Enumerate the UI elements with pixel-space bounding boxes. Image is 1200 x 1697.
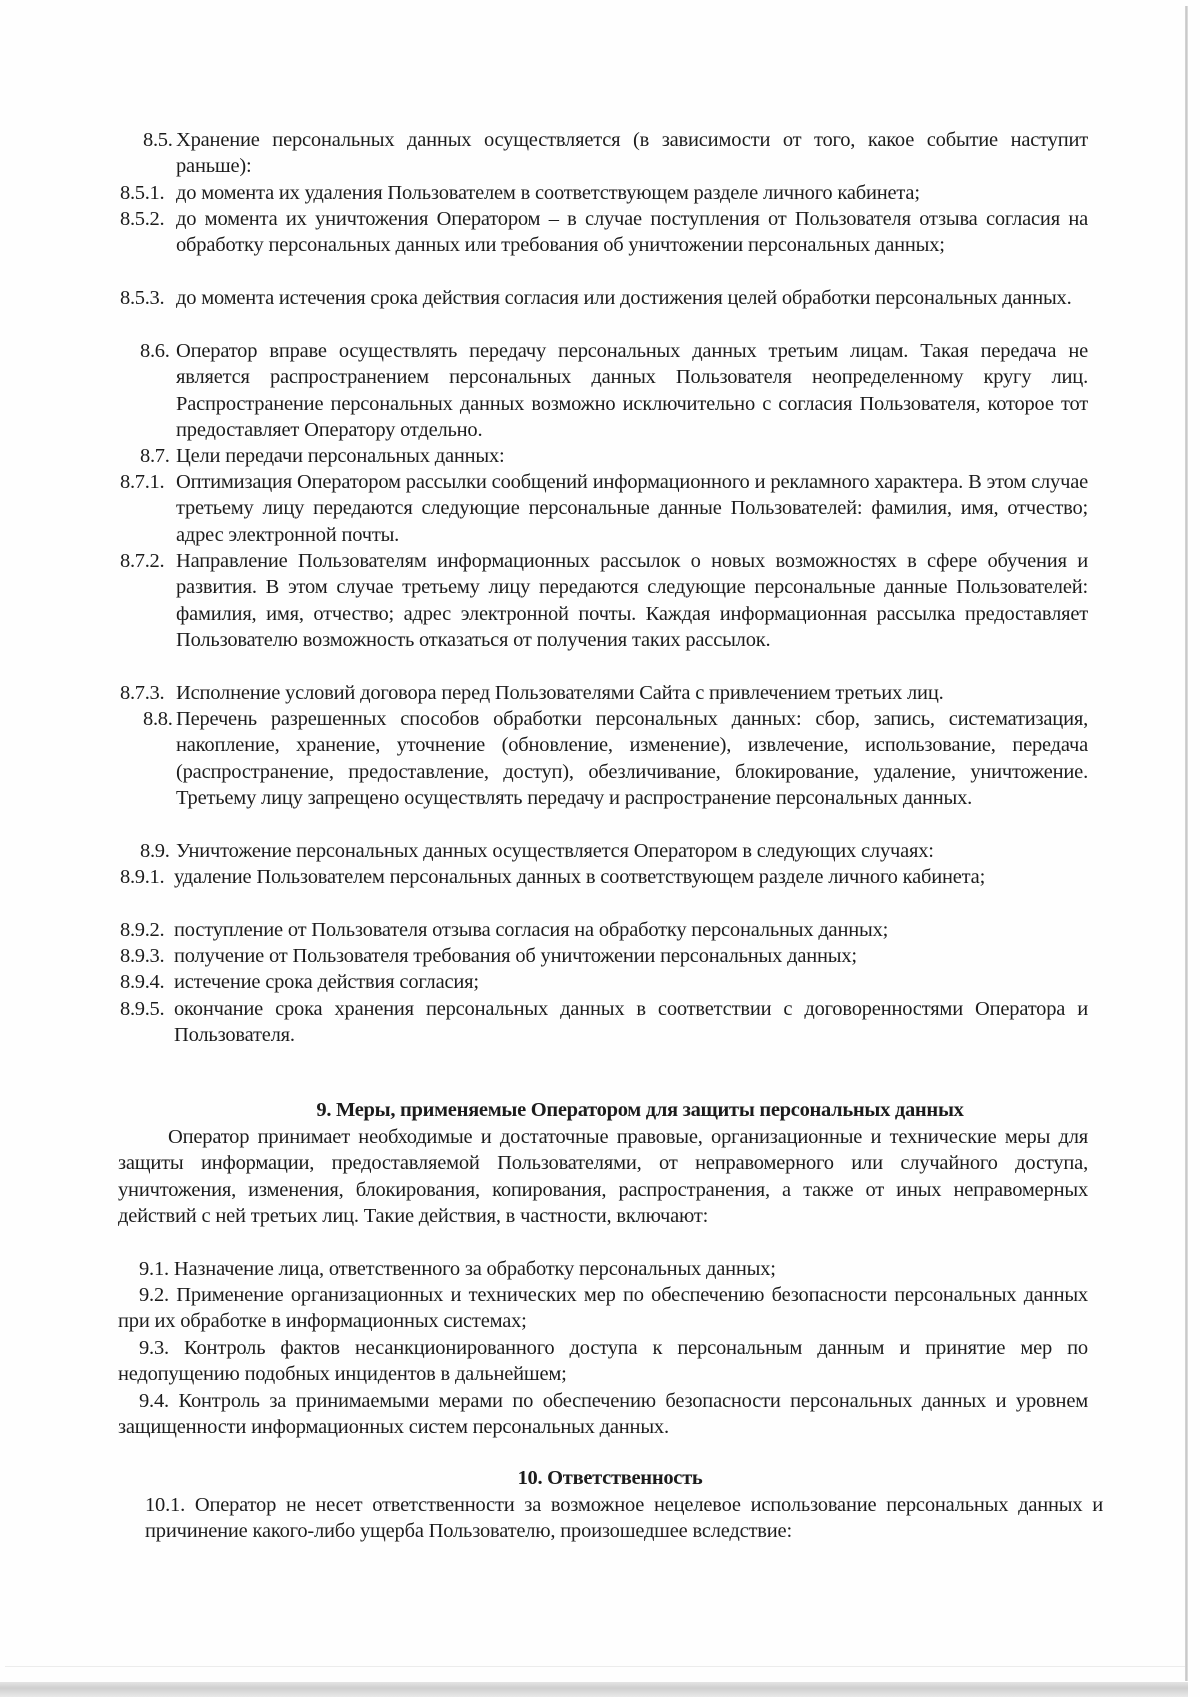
clause-text: Контроль за принимаемыми мерами по обеспечению безопасности персональных данных и уровнем защищенности информационных систем персональных данных.	[118, 1390, 1088, 1439]
clause-text: Хранение персональных данных осуществляется (в зависимости от того, какое событие наступит раньше):	[176, 129, 1088, 178]
clause-number: 8.5.1.	[120, 182, 165, 204]
clause-number: 8.8.	[143, 708, 173, 730]
clause-10-1-text-block	[130, 1492, 1103, 1545]
clause-text: окончание срока хранения персональных данных в соответствии с договоренностями Оператора и Пользователя.	[174, 998, 1088, 1047]
clause-text: Исполнение условий договора перед Пользователями Сайта с привлечением третьих лиц.	[176, 682, 944, 704]
clause-number: 8.7.3.	[120, 682, 165, 704]
clause-number: 9.3.	[139, 1337, 169, 1359]
section-9-intro	[118, 1124, 1088, 1229]
clause-number: 8.9.1.	[120, 866, 165, 888]
clause-number: 10.1.	[145, 1494, 186, 1516]
clause-text: истечение срока действия согласия;	[174, 971, 479, 993]
section-10-heading: 10. Ответственность	[517, 1467, 703, 1489]
clause-text: Применение организационных и технических мер по обеспечению безопасности персональных данных при их обработке в информационных системах;	[118, 1284, 1088, 1333]
clause-text: Назначение лица, ответственного за обработку персональных данных;	[173, 1258, 776, 1280]
clause-9-1	[118, 1256, 1088, 1282]
clause-text: удаление Пользователем персональных данных в соответствующем разделе личного кабинета;	[174, 866, 986, 888]
clause-number: 8.9.3.	[120, 945, 165, 967]
scan-artifact-line	[5, 1666, 1185, 1667]
clause-number: 8.7.1.	[120, 471, 165, 493]
clause-text: Цели передачи персональных данных:	[176, 445, 505, 467]
clause-text: получение от Пользователя требования об уничтожении персональных данных;	[174, 945, 857, 967]
clause-number: 9.4.	[139, 1390, 169, 1412]
clause-number: 8.9.2.	[120, 919, 165, 941]
clause-number: 8.7.2.	[120, 550, 165, 572]
clause-number: 8.7.	[140, 445, 170, 467]
section-9-heading: 9. Меры, применяемые Оператором для защиты персональных данных	[316, 1099, 964, 1121]
clause-text: Контроль фактов несанкционированного доступа к персональным данным и принятие мер по недопущению подобных инцидентов в дальнейшем;	[118, 1337, 1088, 1386]
scan-bottom-edge	[0, 1682, 1188, 1697]
clause-number: 8.9.4.	[120, 971, 165, 993]
clause-text: Оптимизация Оператором рассылки сообщений информационного и рекламного характера. В этом случае третьему лицу передаются следующие персональные данные Пользователей: фамилия, имя, отчество; адрес электронной почты.	[176, 471, 1088, 546]
clause-text: Перечень разрешенных способов обработки персональных данных: сбор, запись, систематизация, накопление, хранение, уточнение (обновление, изменение), извлечение, использование, передача (распространение, предоставление, доступ), обезличивание, блокирование, удаление, уничтожение. Третьему лицу запрещено осуществлять передачу и распространение персональных данных.	[176, 708, 1088, 809]
clause-text: Направление Пользователям информационных рассылок о новых возможностях в сфере обучения и развития. В этом случае третьему лицу передаются следующие персональные данные Пользователей: фамилия, имя, отчество; адрес электронной почты. Каждая информационная рассылка предоставляет Пользователю возможность отказаться от получения таких рассылок.	[176, 550, 1088, 651]
clause-number: 9.2.	[139, 1284, 169, 1306]
clause-9-2	[118, 1282, 1088, 1335]
clause-text: Оператор не несет ответственности за возможное нецелевое использование персональных данных и причинение какого-либо ущерба Пользователю, произошедшее вследствие:	[145, 1494, 1103, 1543]
clause-number: 9.1.	[139, 1258, 169, 1280]
clause-9-3	[118, 1335, 1088, 1388]
clause-number: 8.9.	[140, 840, 170, 862]
clause-number: 8.9.5.	[120, 998, 165, 1020]
clause-text: поступление от Пользователя отзыва согласия на обработку персональных данных;	[174, 919, 889, 941]
clause-text: до момента истечения срока действия согласия или достижения целей обработки персональных данных.	[176, 287, 1072, 309]
clause-text: Уничтожение персональных данных осуществляется Оператором в следующих случаях:	[176, 840, 934, 862]
clause-text: до момента их удаления Пользователем в соответствующем разделе личного кабинета;	[176, 182, 920, 204]
clause-number: 8.5.2.	[120, 208, 165, 230]
clause-9-4	[118, 1388, 1088, 1441]
scan-right-edge	[1185, 6, 1188, 1681]
clause-number: 8.6.	[140, 340, 170, 362]
clause-number: 8.5.3.	[120, 287, 165, 309]
clause-text: Оператор вправе осуществлять передачу персональных данных третьим лицам. Такая передача не является распространением персональных данных Пользователя неопределенному кругу лиц. Распространение персональных данных возможно исключительно с согласия Пользователя, которое тот предоставляет Оператору отдельно.	[176, 340, 1088, 441]
clause-number: 8.5.	[143, 129, 173, 151]
intro-text: Оператор принимает необходимые и достаточные правовые, организационные и технические меры для защиты информации, предоставляемой Пользователями, от неправомерного или случайного доступа, уничтожения, изменения, блокирования, копирования, распространения, а также от иных неправомерных действий с ней третьих лиц. Такие действия, в частности, включают:	[118, 1126, 1088, 1227]
clause-text: до момента их уничтожения Оператором – в случае поступления от Пользователя отзыва согласия на обработку персональных данных или требования об уничтожении персональных данных;	[176, 208, 1088, 257]
